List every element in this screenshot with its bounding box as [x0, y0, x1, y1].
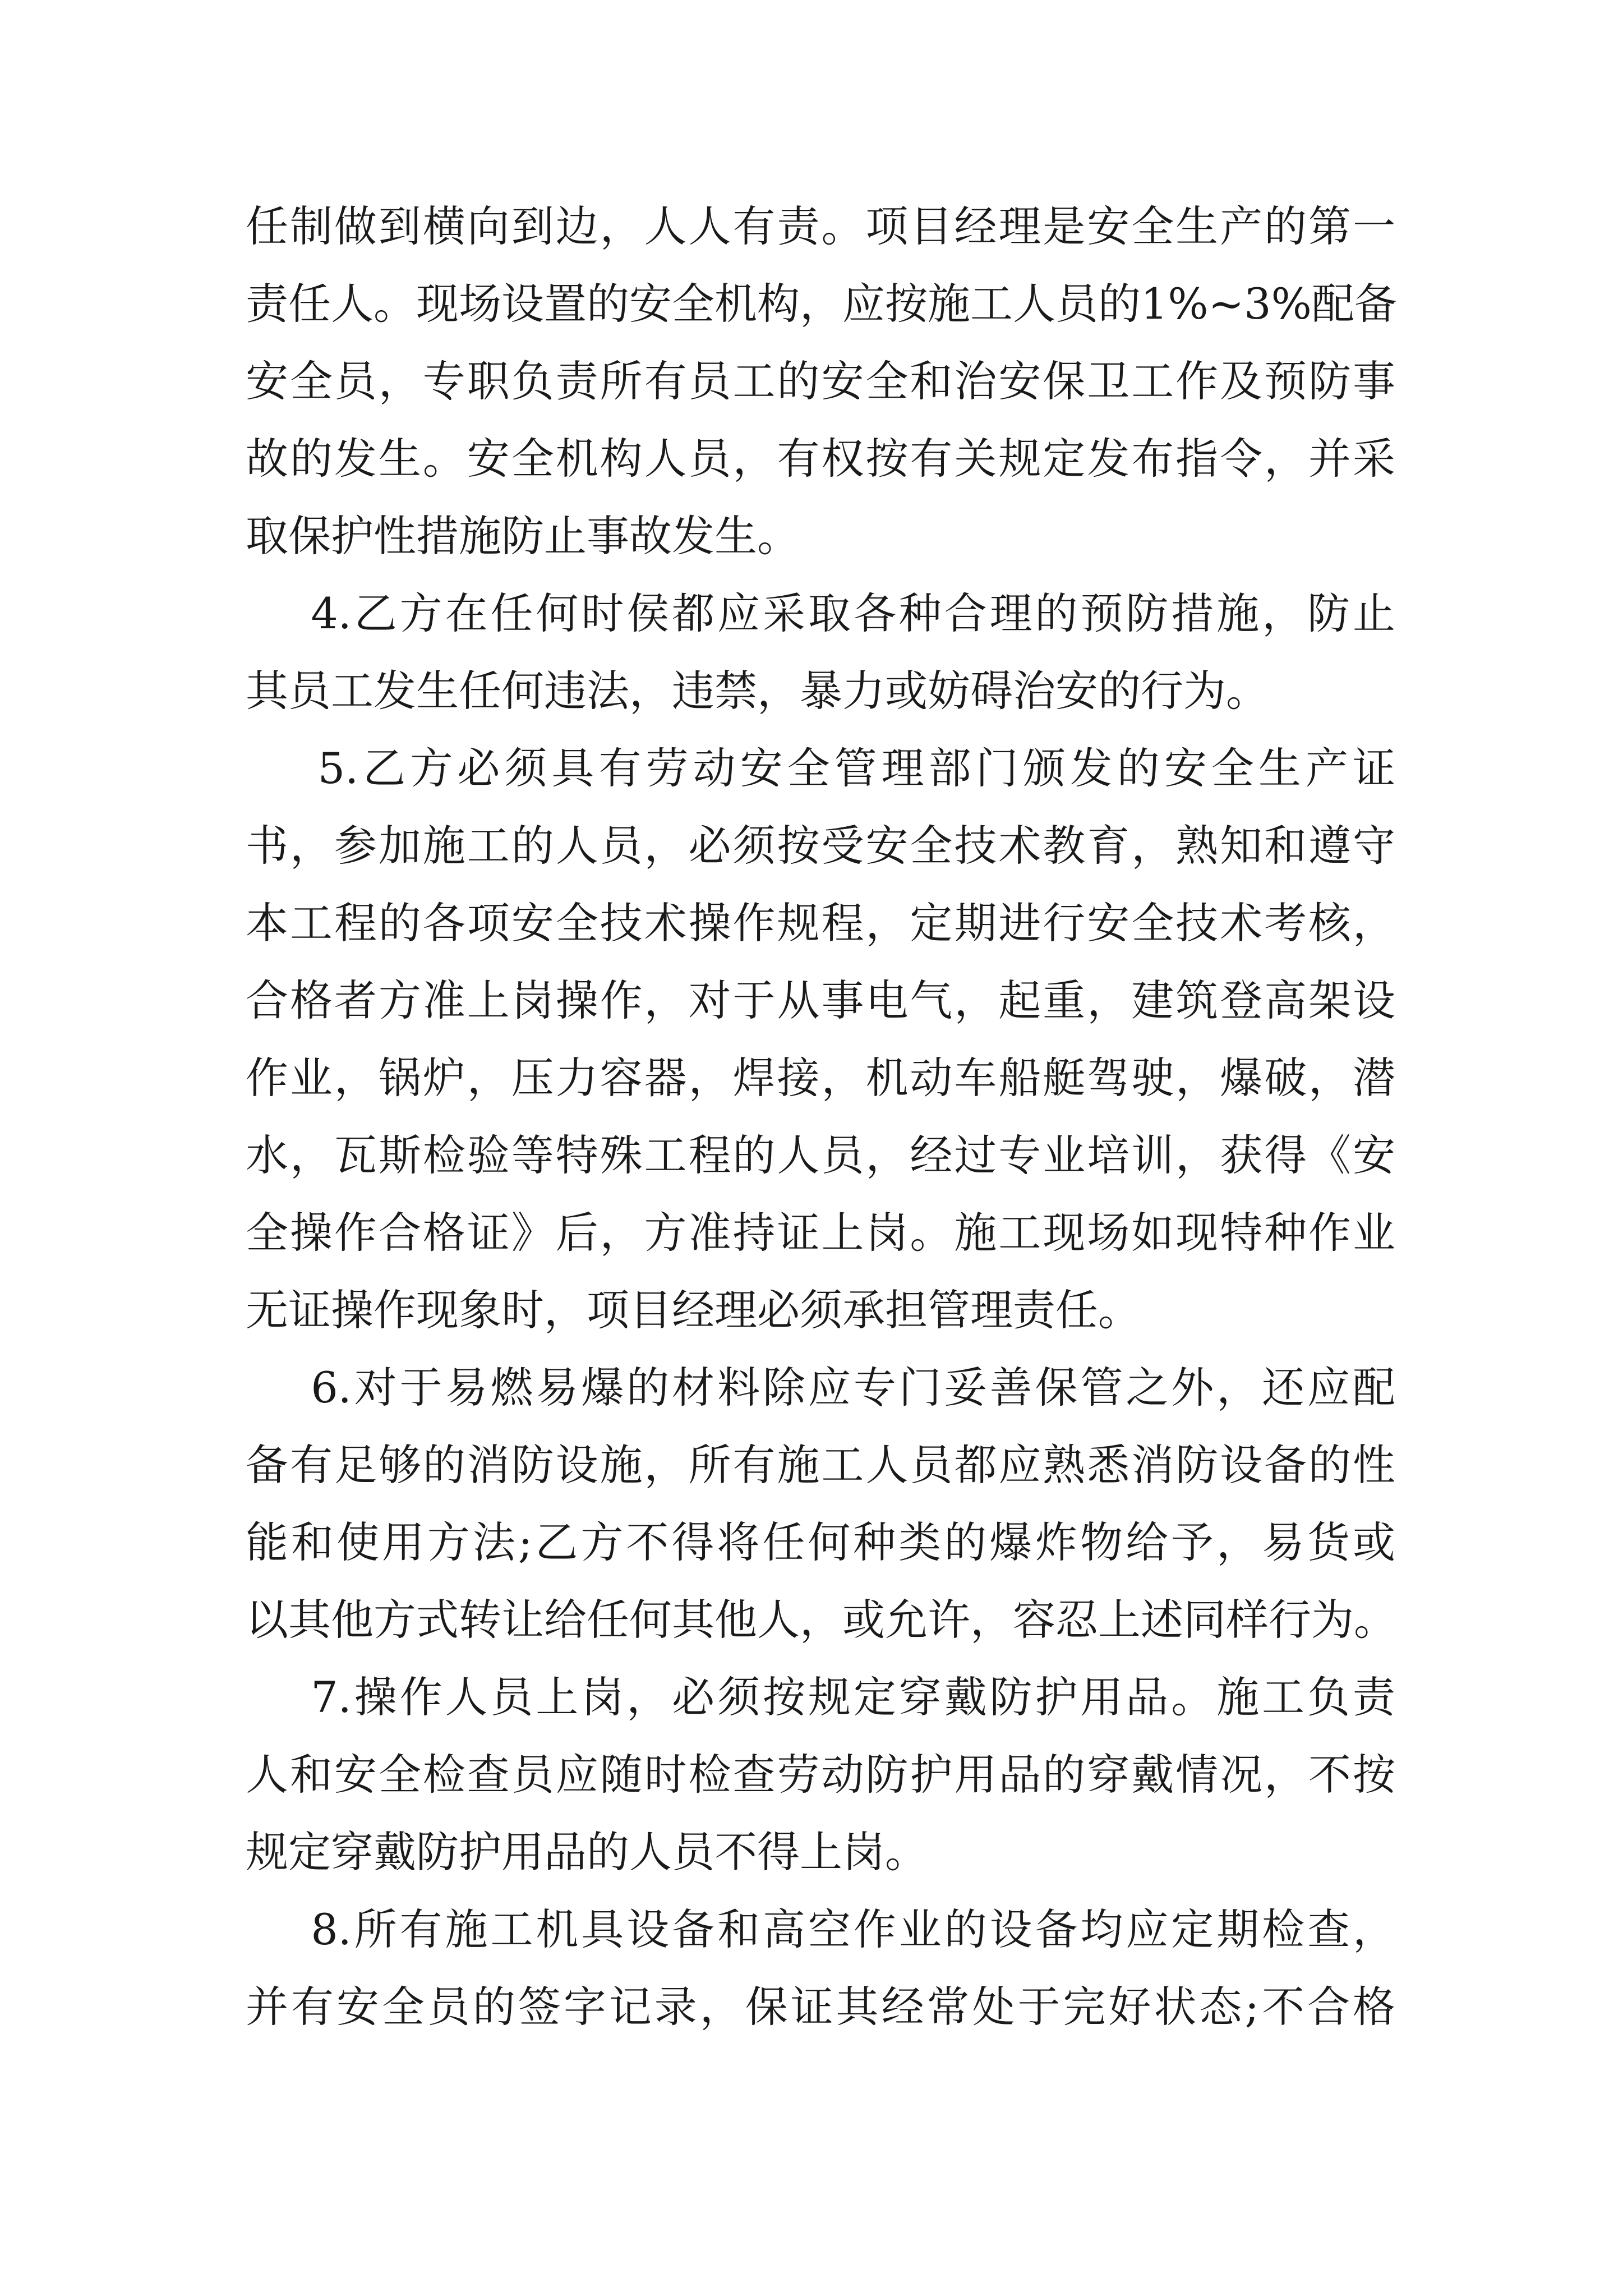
text-line: 水，瓦斯检验等特殊工程的人员，经过专业培训，获得《安: [246, 1130, 1395, 1180]
text-line: 本工程的各项安全技术操作规程，定期进行安全技术考核，: [246, 898, 1395, 948]
body-text: [246, 188, 1395, 2046]
text-line: 责任人。现场设置的安全机构，应按施工人员的1%~3%配备: [246, 279, 1397, 329]
paragraph: [246, 575, 1395, 730]
text-line: 其员工发生任何违法，违禁，暴力或妨碍治安的行为。: [246, 666, 1269, 716]
text-line: 5.乙方必须具有劳动安全管理部门颁发的安全生产证: [246, 743, 1395, 793]
text-line: 以其他方式转让给任何其他人，或允许，容忍上述同样行为。: [246, 1595, 1396, 1645]
text-line: 故的发生。安全机构人员，有权按有关规定发布指令，并采: [246, 434, 1395, 484]
text-line: 安全员，专职负责所有员工的安全和治安保卫工作及预防事: [246, 356, 1395, 406]
paragraph: [246, 730, 1395, 1349]
text-line: 并有安全员的签字记录，保证其经常处于完好状态;不合格: [246, 1982, 1395, 2032]
text-line: 全操作合格证》后，方准持证上岗。施工现场如现特种作业: [246, 1208, 1395, 1258]
text-line: 书，参加施工的人员，必须按受安全技术教育，熟知和遵守: [246, 821, 1395, 871]
text-line: 备有足够的消防设施，所有施工人员都应熟悉消防设备的性: [246, 1440, 1395, 1490]
text-line: 6.对于易燃易爆的材料除应专门妥善保管之外，还应配: [246, 1363, 1395, 1412]
text-line: 任制做到横向到边，人人有责。项目经理是安全生产的第一: [246, 201, 1395, 251]
text-line: 4.乙方在任何时侯都应采取各种合理的预防措施，防止: [246, 588, 1395, 638]
text-line: 8.所有施工机具设备和高空作业的设备均应定期检查，: [246, 1904, 1395, 1954]
text-line: 取保护性措施防止事故发生。: [246, 511, 800, 561]
paragraph: [246, 1349, 1395, 1659]
text-line: 作业，锅炉，压力容器，焊接，机动车船艇驾驶，爆破，潜: [246, 1053, 1395, 1103]
text-line: 合格者方准上岗操作，对于从事电气，起重，建筑登高架设: [246, 976, 1395, 1025]
paragraph: [246, 1659, 1395, 1891]
text-line: 规定穿戴防护用品的人员不得上岗。: [246, 1827, 928, 1877]
text-line: 7.操作人员上岗，必须按规定穿戴防护用品。施工负责: [246, 1672, 1395, 1722]
paragraph: [246, 188, 1395, 575]
paragraph: [246, 1891, 1395, 2046]
text-line: 人和安全检查员应随时检查劳动防护用品的穿戴情况，不按: [246, 1750, 1395, 1800]
text-line: 能和使用方法;乙方不得将任何种类的爆炸物给予，易货或: [246, 1517, 1395, 1567]
text-line: 无证操作现象时，项目经理必须承担管理责任。: [246, 1285, 1141, 1335]
